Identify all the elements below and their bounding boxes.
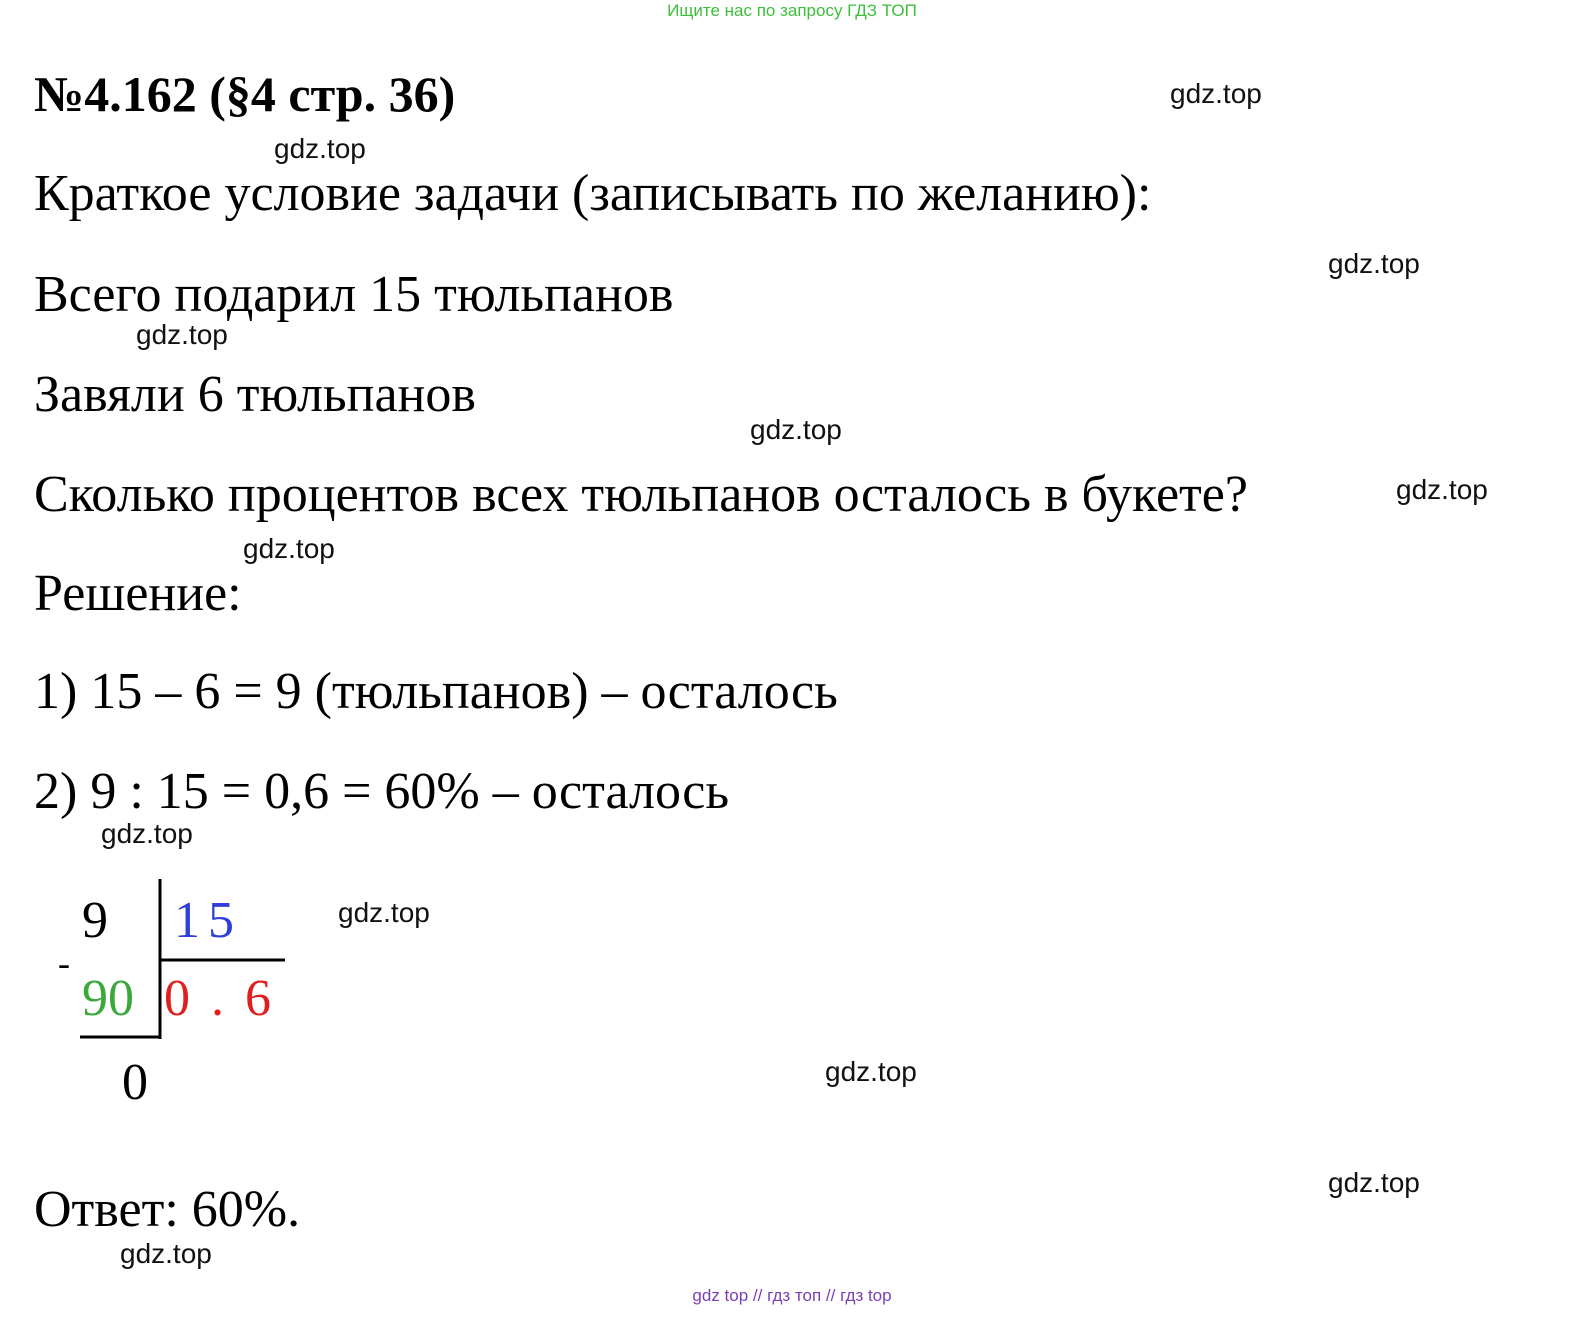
- top-banner: Ищите нас по запросу ГДЗ ТОП: [667, 1, 917, 20]
- division-remainder: 0: [122, 1054, 148, 1111]
- answer-text: Ответ: 60%.: [34, 1181, 301, 1238]
- solution-heading: Решение:: [34, 565, 242, 622]
- watermark: gdz.top: [243, 533, 335, 564]
- watermark: gdz.top: [1170, 78, 1262, 109]
- condition-wilted: Завяли 6 тюльпанов: [34, 366, 476, 423]
- watermark: gdz.top: [1328, 248, 1420, 279]
- condition-heading: Краткое условие задачи (записывать по желанию):: [34, 165, 1152, 222]
- watermark: gdz.top: [1328, 1167, 1420, 1198]
- watermark: gdz.top: [750, 414, 842, 445]
- page-title: №4.162 (§4 стр. 36): [34, 66, 456, 122]
- watermark: gdz.top: [1396, 474, 1488, 505]
- watermark: gdz.top: [120, 1238, 212, 1269]
- watermark: gdz.top: [274, 133, 366, 164]
- watermark: gdz.top: [825, 1056, 917, 1087]
- division-dividend: 9: [82, 892, 108, 949]
- watermark: gdz.top: [101, 818, 193, 849]
- solution-step-1: 1) 15 – 6 = 9 (тюльпанов) – осталось: [34, 663, 838, 720]
- condition-total: Всего подарил 15 тюльпанов: [34, 266, 674, 323]
- division-product: 90: [82, 970, 134, 1027]
- division-lines: [50, 875, 310, 1115]
- division-divisor: 15: [174, 892, 242, 949]
- footer-links: gdz top // гдз топ // гдз top: [692, 1286, 892, 1305]
- long-division: [50, 875, 310, 1115]
- watermark: gdz.top: [338, 897, 430, 928]
- question-text: Сколько процентов всех тюльпанов осталось в букете?: [34, 466, 1248, 523]
- watermark: gdz.top: [136, 319, 228, 350]
- solution-step-2: 2) 9 : 15 = 0,6 = 60% – осталось: [34, 763, 730, 820]
- division-quotient: 0 . 6: [164, 970, 275, 1027]
- division-minus-sign: -: [58, 943, 70, 983]
